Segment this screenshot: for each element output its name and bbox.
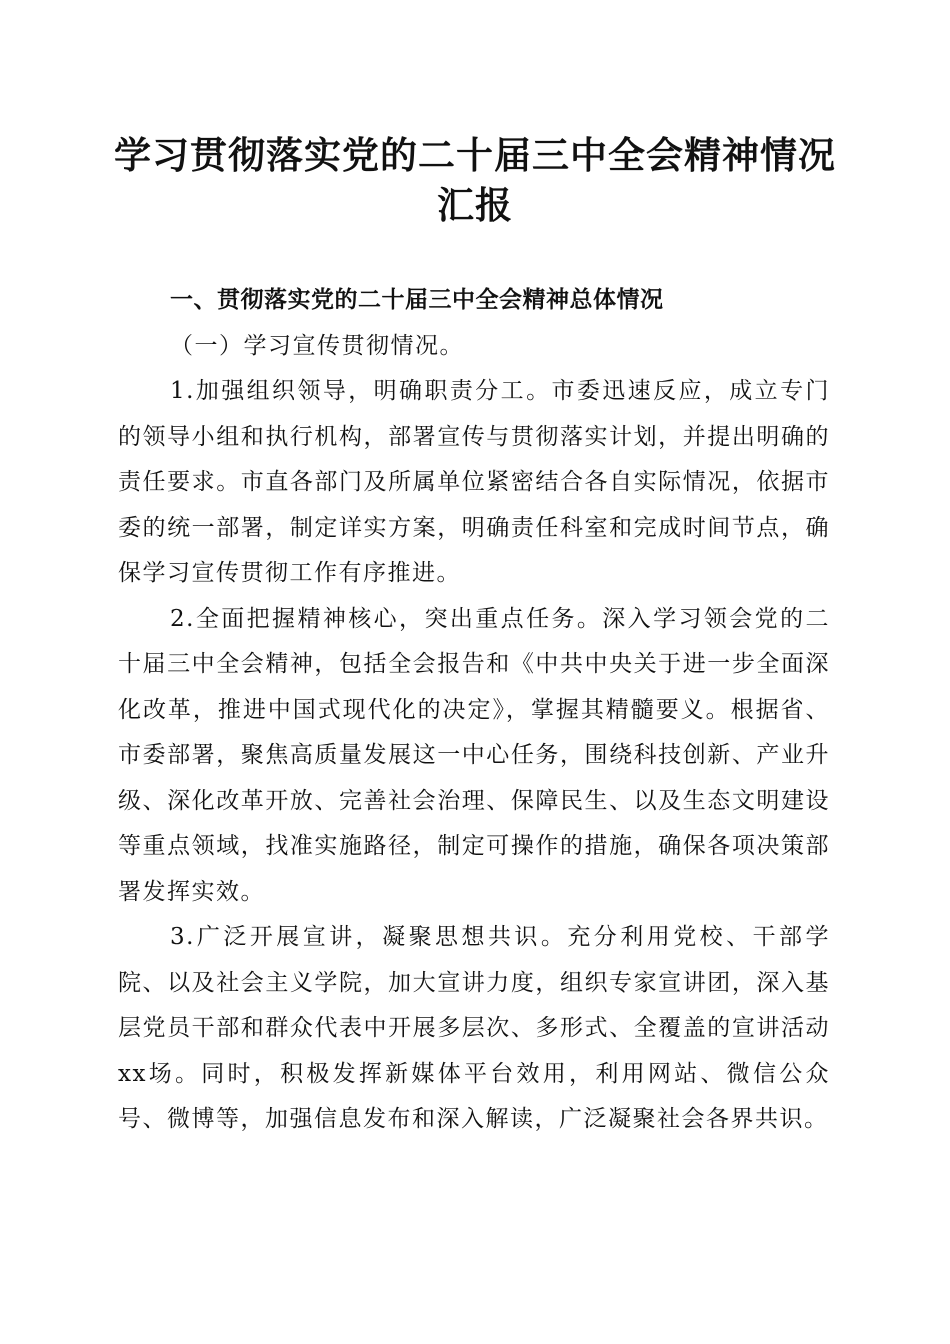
section-heading: 一、贯彻落实党的二十届三中全会精神总体情况 [170,287,664,313]
subsection-heading: （一）学习宣传贯彻情况。 [170,332,464,359]
paragraph-3: 3.广泛开展宣讲，凝聚思想共识。充分利用党校、干部学院、以及社会主义学院，加大宣讲力度，组织专家宣讲团，深入基层党员干部和群众代表中开展多层次、多形式、全覆盖的宣讲活动xx场。同时，积极发挥新媒体平台效用，利用网站、微信公众号、微博等，加强信息发布和深入解读，广泛凝聚社会各界共识。 [118,924,830,1132]
document-body [118,278,830,1143]
paragraph-2: 2.全面把握精神核心，突出重点任务。深入学习领会党的二十届三中全会精神，包括全会报告和《中共中央关于进一步全面深化改革，推进中国式现代化的决定》，掌握其精髓要义。根据省、市委部署，聚焦高质量发展这一中心任务，围绕科技创新、产业升级、深化改革开放、完善社会治理、保障民生、以及生态文明建设等重点领域，找准实施路径，制定可操作的措施，确保各项决策部署发挥实效。 [118,605,830,905]
document-title: 学习贯彻落实党的二十届三中全会精神情况汇报 [114,133,836,227]
paragraph-1: 1.加强组织领导，明确职责分工。市委迅速反应，成立专门的领导小组和执行机构，部署宣传与贯彻落实计划，并提出明确的责任要求。市直各部门及所属单位紧密结合各自实际情况，依据市委的统一部署，制定详实方案，明确责任科室和完成时间节点，确保学习宣传贯彻工作有序推进。 [118,378,830,586]
